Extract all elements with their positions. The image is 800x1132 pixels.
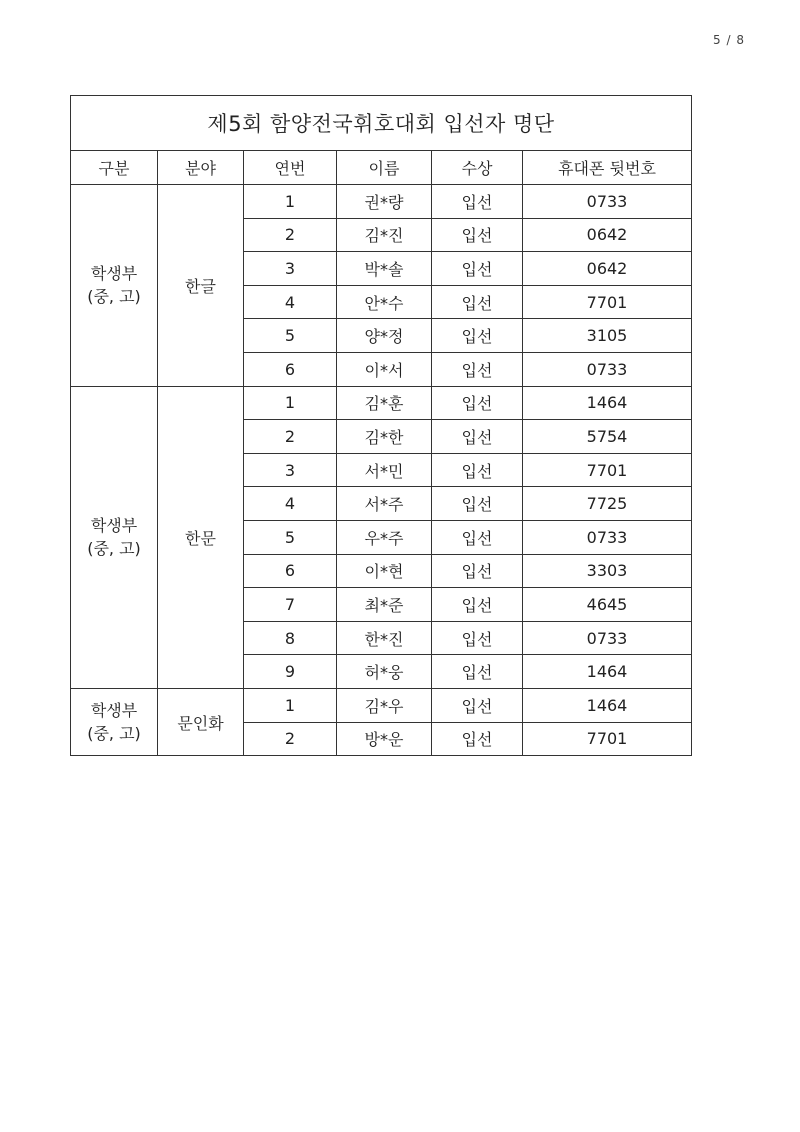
phone-cell: 3105 xyxy=(523,319,692,353)
phone-cell: 0733 xyxy=(523,185,692,219)
award-cell: 입선 xyxy=(432,185,523,219)
phone-cell: 3303 xyxy=(523,554,692,588)
name-cell: 김*우 xyxy=(337,688,432,722)
phone-cell: 1464 xyxy=(523,386,692,420)
column-header-number: 연번 xyxy=(244,151,337,185)
phone-cell: 4645 xyxy=(523,588,692,622)
division-sublabel: (중, 고) xyxy=(87,287,141,307)
division-cell xyxy=(71,185,158,387)
name-cell: 박*솔 xyxy=(337,252,432,286)
number-cell: 3 xyxy=(244,453,337,487)
phone-cell: 7725 xyxy=(523,487,692,521)
award-cell: 입선 xyxy=(432,386,523,420)
award-cell: 입선 xyxy=(432,520,523,554)
award-cell: 입선 xyxy=(432,655,523,689)
phone-cell: 1464 xyxy=(523,688,692,722)
division-cell xyxy=(71,688,158,755)
number-cell: 8 xyxy=(244,621,337,655)
award-cell: 입선 xyxy=(432,688,523,722)
division-sublabel: (중, 고) xyxy=(87,724,141,743)
name-cell: 권*량 xyxy=(337,185,432,219)
award-cell: 입선 xyxy=(432,319,523,353)
field-cell: 한문 xyxy=(158,386,244,688)
number-cell: 4 xyxy=(244,285,337,319)
column-header-name: 이름 xyxy=(337,151,432,185)
award-cell: 입선 xyxy=(432,588,523,622)
award-cell: 입선 xyxy=(432,352,523,386)
table-title: 제5회 함양전국휘호대회 입선자 명단 xyxy=(71,96,692,151)
name-cell: 한*진 xyxy=(337,621,432,655)
award-cell: 입선 xyxy=(432,621,523,655)
name-cell: 양*정 xyxy=(337,319,432,353)
number-cell: 5 xyxy=(244,520,337,554)
table-row xyxy=(71,688,692,722)
number-cell: 1 xyxy=(244,185,337,219)
award-cell: 입선 xyxy=(432,487,523,521)
phone-cell: 0642 xyxy=(523,218,692,252)
number-cell: 2 xyxy=(244,722,337,756)
number-cell: 9 xyxy=(244,655,337,689)
winners-table xyxy=(70,95,692,756)
award-cell: 입선 xyxy=(432,218,523,252)
name-cell: 우*주 xyxy=(337,520,432,554)
number-cell: 1 xyxy=(244,386,337,420)
name-cell: 이*서 xyxy=(337,352,432,386)
number-cell: 7 xyxy=(244,588,337,622)
column-header-award: 수상 xyxy=(432,151,523,185)
name-cell: 서*주 xyxy=(337,487,432,521)
division-label: 학생부 xyxy=(90,264,138,284)
name-cell: 방*운 xyxy=(337,722,432,756)
phone-cell: 5754 xyxy=(523,420,692,454)
division-label: 학생부 xyxy=(90,516,138,536)
phone-cell: 7701 xyxy=(523,722,692,756)
table-body xyxy=(71,185,692,756)
table-row xyxy=(71,386,692,420)
field-cell: 한글 xyxy=(158,185,244,387)
number-cell: 3 xyxy=(244,252,337,286)
name-cell: 김*한 xyxy=(337,420,432,454)
number-cell: 2 xyxy=(244,218,337,252)
award-cell: 입선 xyxy=(432,252,523,286)
table-row xyxy=(71,185,692,219)
division-label: 학생부 xyxy=(90,700,138,720)
number-cell: 1 xyxy=(244,688,337,722)
number-cell: 4 xyxy=(244,487,337,521)
phone-cell: 0733 xyxy=(523,520,692,554)
division-sublabel: (중, 고) xyxy=(87,539,141,559)
award-cell: 입선 xyxy=(432,554,523,588)
column-header-division: 구분 xyxy=(71,151,158,185)
name-cell: 김*훈 xyxy=(337,386,432,420)
phone-cell: 7701 xyxy=(523,285,692,319)
name-cell: 이*현 xyxy=(337,554,432,588)
name-cell: 허*웅 xyxy=(337,655,432,689)
name-cell: 서*민 xyxy=(337,453,432,487)
number-cell: 5 xyxy=(244,319,337,353)
phone-cell: 0733 xyxy=(523,352,692,386)
number-cell: 2 xyxy=(244,420,337,454)
name-cell: 안*수 xyxy=(337,285,432,319)
name-cell: 김*진 xyxy=(337,218,432,252)
award-cell: 입선 xyxy=(432,285,523,319)
phone-cell: 1464 xyxy=(523,655,692,689)
header-row xyxy=(71,151,692,185)
number-cell: 6 xyxy=(244,352,337,386)
column-header-field: 분야 xyxy=(158,151,244,185)
name-cell: 최*준 xyxy=(337,588,432,622)
number-cell: 6 xyxy=(244,554,337,588)
award-cell: 입선 xyxy=(432,420,523,454)
award-cell: 입선 xyxy=(432,453,523,487)
phone-cell: 0733 xyxy=(523,621,692,655)
phone-cell: 0642 xyxy=(523,252,692,286)
phone-cell: 7701 xyxy=(523,453,692,487)
field-cell: 문인화 xyxy=(158,688,244,755)
division-cell xyxy=(71,386,158,688)
page-number: 5 / 8 xyxy=(713,33,745,47)
column-header-phone: 휴대폰 뒷번호 xyxy=(523,151,692,185)
award-cell: 입선 xyxy=(432,722,523,756)
